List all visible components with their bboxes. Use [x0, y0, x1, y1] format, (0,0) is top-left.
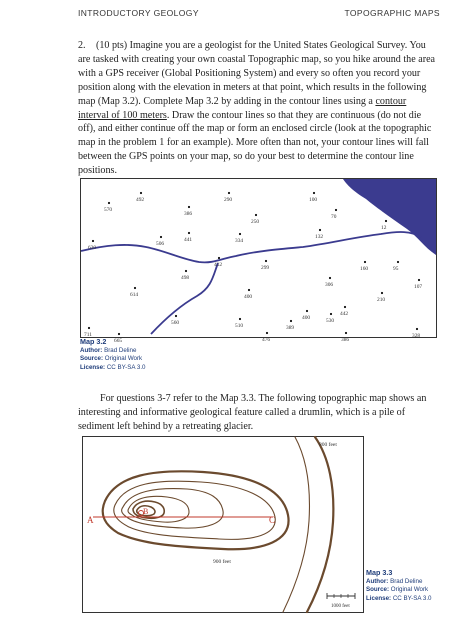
license-value: CC BY-SA 3.0 — [106, 363, 146, 371]
gps-point-elevation: 299 — [261, 265, 270, 271]
point-c-label: C — [269, 515, 276, 525]
source-value: Original Work — [390, 586, 429, 594]
gps-point-marker — [108, 202, 110, 204]
gps-point-marker — [385, 220, 387, 222]
gps-point-elevation: 250 — [251, 219, 260, 225]
scale-bar-label: 1000 feet — [331, 604, 350, 609]
gps-point-elevation: 665 — [114, 338, 123, 344]
author-label: Author: — [366, 577, 389, 585]
question-number: 2. — [78, 40, 86, 51]
gps-point-elevation: 210 — [377, 297, 386, 303]
gps-point-elevation: 132 — [315, 234, 324, 240]
gps-point-elevation: 389 — [286, 325, 295, 331]
river-north — [81, 232, 421, 262]
gps-point-elevation: 614 — [130, 292, 139, 298]
gps-point-elevation: 492 — [136, 197, 145, 203]
gps-point-elevation: 107 — [414, 284, 423, 290]
gps-point-marker — [345, 332, 347, 334]
gps-point-elevation: 412 — [214, 262, 223, 268]
label-800-feet: 800 feet — [319, 442, 337, 448]
gps-point-marker — [329, 277, 331, 279]
map-3-3-caption — [366, 569, 431, 603]
header-left: INTRODUCTORY GEOLOGY — [78, 8, 199, 18]
gps-point-marker — [239, 318, 241, 320]
gps-point-elevation: 476 — [262, 337, 271, 343]
map-3-3-title: Map 3.3 — [366, 568, 393, 577]
author-value: Brad Deline — [104, 346, 137, 354]
gps-point-marker — [185, 270, 187, 272]
question-2 — [78, 39, 436, 178]
page-header — [78, 8, 440, 22]
gps-point-marker — [381, 292, 383, 294]
gps-point-elevation: 506 — [156, 241, 165, 247]
gps-point-marker — [330, 313, 332, 315]
point-a-label: A — [87, 515, 94, 525]
gps-point-elevation: 160 — [360, 266, 369, 272]
questions-3-7-intro: For questions 3-7 refer to the Map 3.3. The following topographic map shows an interesting and informative geological feature called a drumlin, which is a pile of sediment left behind by a retreating glacier. — [78, 393, 427, 432]
map-3-2-title: Map 3.2 — [80, 337, 107, 346]
gps-point-marker — [313, 192, 315, 194]
header-right: TOPOGRAPHIC MAPS — [344, 8, 440, 18]
gps-point-marker — [175, 315, 177, 317]
license-value: CC BY-SA 3.0 — [392, 594, 432, 602]
map-3-3-svg — [83, 437, 363, 612]
gps-point-marker — [265, 260, 267, 262]
gps-point-elevation: 441 — [184, 237, 193, 243]
question-2-text-b: . Draw the contour lines so that they are continuous (do not die off), and either continue off the map or form an enclosed circle (look at the topographic map in the problem 1 for an example). More often than not, your contour lines will fall between the GPS points on your map, so do your best to determine the contour line positions. — [78, 109, 432, 177]
gps-point-marker — [266, 332, 268, 334]
gps-point-elevation: 95 — [393, 266, 399, 272]
contour-800-outer — [307, 437, 333, 612]
gps-point-marker — [290, 320, 292, 322]
gps-point-marker — [306, 310, 308, 312]
gps-point-marker — [255, 214, 257, 216]
source-label: Source: — [366, 586, 390, 594]
gps-point-elevation: 12 — [381, 225, 387, 231]
gps-point-marker — [319, 229, 321, 231]
point-b-label: B — [143, 507, 149, 516]
gps-point-elevation: 498 — [181, 275, 190, 281]
gps-point-marker — [92, 240, 94, 242]
license-label: License: — [366, 594, 392, 602]
label-900-feet: 900 feet — [213, 559, 231, 565]
gps-point-elevation: 386 — [341, 337, 350, 343]
gps-point-elevation: 630 — [88, 245, 97, 251]
gps-point-marker — [140, 192, 142, 194]
source-value: Original Work — [104, 355, 143, 363]
gps-point-marker — [134, 287, 136, 289]
water-body — [343, 179, 436, 255]
question-2-text-a: (10 pts) Imagine you are a geologist for the United States Geological Survey. You are tasked with creating your own coastal Topographic map, so you hike around the area with a GPS receiver (Global Positioning System) and every so often you record your position along with the elevation in meters at that point, which results in the following map (Map 3.2). Complete Map 3.2 by adding in the contour lines using a — [78, 40, 436, 107]
gps-point-elevation: 334 — [235, 238, 244, 244]
gps-point-marker — [160, 236, 162, 238]
contour-interval-link: contour interval of 100 meters — [78, 95, 407, 121]
author-label: Author: — [80, 346, 103, 354]
gps-point-elevation: 560 — [171, 320, 180, 326]
source-label: Source: — [80, 355, 104, 363]
gps-point-marker — [364, 261, 366, 263]
gps-point-elevation: 570 — [104, 207, 113, 213]
gps-point-elevation: 442 — [340, 311, 349, 317]
gps-point-elevation: 386 — [184, 211, 193, 217]
gps-point-marker — [344, 306, 346, 308]
gps-point-marker — [218, 257, 220, 259]
map-3-2-caption — [80, 338, 145, 372]
gps-point-marker — [88, 327, 90, 329]
gps-point-elevation: 711 — [84, 332, 92, 338]
gps-point-elevation: 70 — [331, 214, 337, 220]
gps-point-marker — [397, 261, 399, 263]
gps-point-marker — [239, 233, 241, 235]
gps-point-marker — [118, 333, 120, 335]
contour-800-inner — [283, 437, 309, 612]
gps-point-elevation: 510 — [235, 323, 244, 329]
gps-point-marker — [418, 279, 420, 281]
gps-point-elevation: 400 — [244, 294, 253, 300]
gps-point-marker — [335, 209, 337, 211]
gps-point-elevation: 530 — [326, 318, 335, 324]
gps-point-elevation: 400 — [302, 315, 311, 321]
gps-point-elevation: 328 — [412, 333, 421, 339]
scale-bar — [325, 592, 365, 610]
gps-point-marker — [416, 328, 418, 330]
gps-point-marker — [228, 192, 230, 194]
gps-point-marker — [188, 232, 190, 234]
gps-point-elevation: 306 — [325, 282, 334, 288]
gps-point-marker — [188, 206, 190, 208]
gps-point-elevation: 290 — [224, 197, 233, 203]
author-value: Brad Deline — [390, 577, 423, 585]
river-south — [151, 263, 218, 334]
gps-point-marker — [248, 289, 250, 291]
gps-point-elevation: 100 — [309, 197, 318, 203]
map-3-3 — [82, 436, 364, 613]
license-label: License: — [80, 363, 106, 371]
